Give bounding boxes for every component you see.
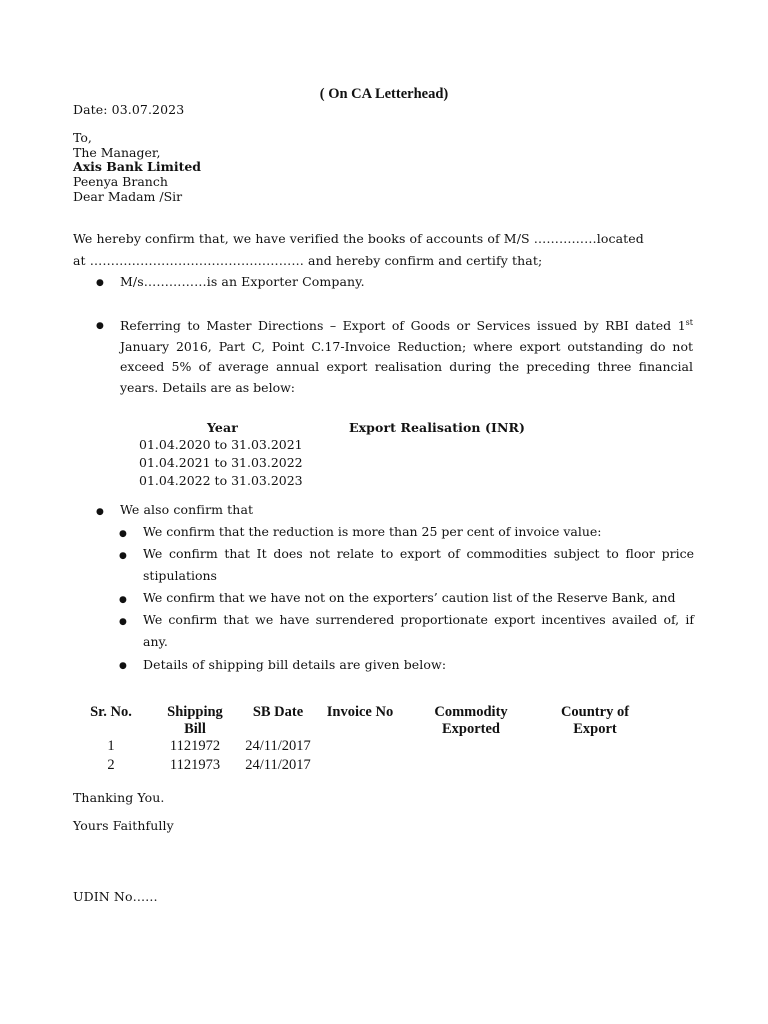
shipping-header-country: Country of Export <box>560 704 630 737</box>
realisation-row-year: 01.04.2022 to 31.03.2023 <box>139 473 303 488</box>
shipping-cell-date: 24/11/2017 <box>245 757 311 773</box>
realisation-row-year: 01.04.2021 to 31.03.2022 <box>139 455 303 470</box>
shipping-header-sr-no: Sr. No. <box>90 704 132 720</box>
intro-line-1: We hereby confirm that, we have verified the books of accounts of M/S ……………located <box>73 231 644 246</box>
closing-yours-faithfully: Yours Faithfully <box>73 818 174 833</box>
shipping-header-commodity: Commodity Exported <box>434 704 508 737</box>
bullet-master-directions: Referring to Master Directions – Export of Goods or Services issued by RBI dated 1st January 2016, Part C, Point C.17-Invoice Reduction; where export outstanding do not exceed 5% of average annual export realisation during the preceding three financial years. Details are as below: <box>120 318 693 395</box>
realisation-header-year: Year <box>207 420 238 435</box>
shipping-intro: Details of shipping bill details are given below: <box>143 657 447 672</box>
bullet-icon: ● <box>96 507 104 517</box>
sub-bullet-icon: ● <box>119 595 127 605</box>
shipping-cell-bill: 1121973 <box>169 757 221 773</box>
sub-bullet-reduction: We confirm that the reduction is more than 25 per cent of invoice value: <box>143 524 602 539</box>
sub-bullet-floor-price: We confirm that It does not relate to export of commodities subject to floor price stipulations <box>143 546 694 583</box>
realisation-header-amount: Export Realisation (INR) <box>349 420 526 435</box>
udin-number: UDIN No…… <box>73 889 158 904</box>
shipping-header-sb-date: SB Date <box>252 704 304 720</box>
salutation: Dear Madam /Sir <box>73 189 183 204</box>
shipping-cell-sr-no: 1 <box>107 738 115 754</box>
bullet-exporter: M/s……………is an Exporter Company. <box>120 274 365 289</box>
address-manager: The Manager, <box>73 145 161 160</box>
address-bank: Axis Bank Limited <box>73 159 202 174</box>
shipping-cell-date: 24/11/2017 <box>245 738 311 754</box>
sub-bullet-caution-list: We confirm that we have not on the exporters’ caution list of the Reserve Bank, and <box>143 590 676 605</box>
sub-bullet-icon: ● <box>119 617 127 627</box>
sub-bullet-incentives: We confirm that we have surrendered proportionate export incentives availed of, if any. <box>143 612 694 649</box>
bullet-icon: ● <box>96 321 104 331</box>
closing-thanks: Thanking You. <box>73 790 165 805</box>
sub-bullet-icon: ● <box>119 551 127 561</box>
shipping-cell-sr-no: 2 <box>107 757 115 773</box>
shipping-cell-bill: 1121972 <box>169 738 221 754</box>
sub-bullet-icon: ● <box>119 529 127 539</box>
realisation-row-year: 01.04.2020 to 31.03.2021 <box>139 437 303 452</box>
shipping-header-invoice-no: Invoice No <box>326 704 394 720</box>
bullet-also-confirm: We also confirm that <box>120 502 254 517</box>
shipping-header-shipping-bill: Shipping Bill <box>167 704 223 737</box>
intro-line-2: at …………………………………………… and hereby confirm and certify that; <box>73 253 543 268</box>
letter-date: Date: 03.07.2023 <box>73 102 185 117</box>
letterhead-title: ( On CA Letterhead) <box>319 86 449 102</box>
bullet-icon: ● <box>96 278 104 288</box>
address-branch: Peenya Branch <box>73 174 168 189</box>
address-to: To, <box>73 130 92 145</box>
sub-bullet-icon: ● <box>119 661 127 671</box>
